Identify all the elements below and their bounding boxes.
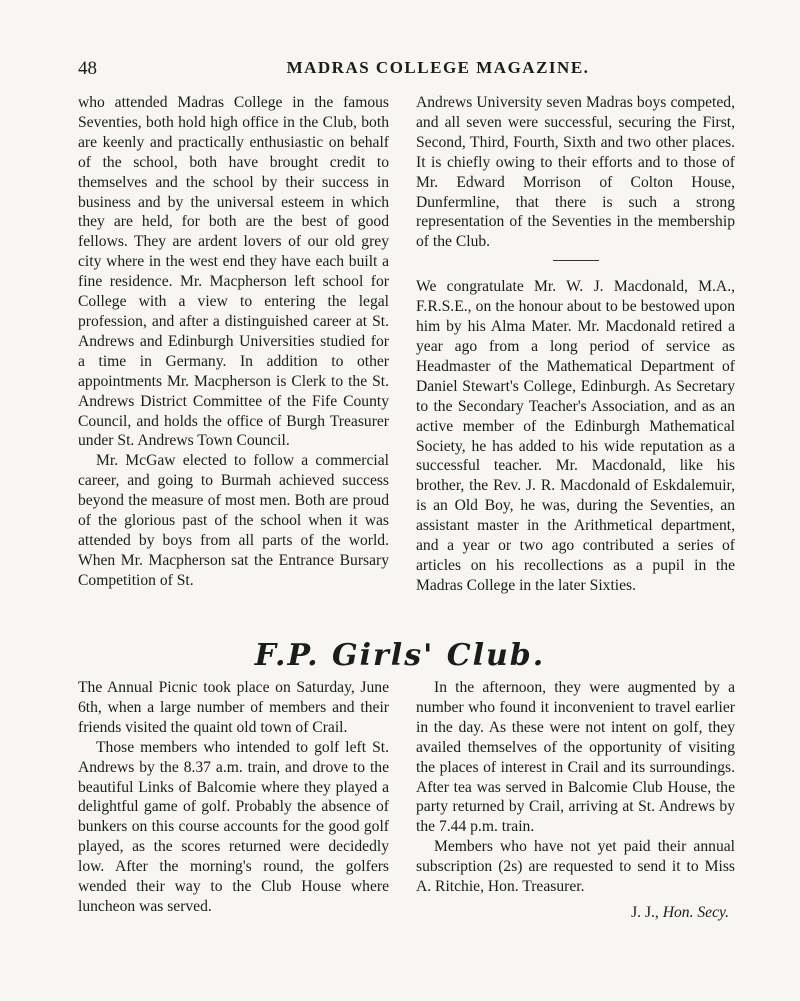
page-number: 48: [78, 58, 97, 79]
section-divider: [553, 260, 599, 261]
article-column-right: [416, 93, 735, 596]
club-paragraph: The Annual Picnic took place on Saturday, June 6th, when a large number of members and their friends visited the quaint old town of Crail.: [78, 679, 389, 736]
club-column-left: [78, 678, 389, 917]
club-paragraph: In the afternoon, they were augmented by a number who found it inconvenient to travel earlier in the day. As these were not intent on golf, they availed themselves of the opportunity of visiting the places of interest in Crail and its surroundings. After tea was served in Balcomie Club House, the party returned by Crail, arriving at St. Andrews by the 7.44 p.m. train.: [416, 679, 735, 836]
club-paragraph: Those members who intended to golf left St. Andrews by the 8.37 a.m. train, and drove to the beautiful Links of Balcomie where they played a delightful game of golf. Probably the absence of bunkers on this course accounts for the good golf played, as the scores returned were decidedly low. After the morning's round, the golfers wended their way to the Club House where luncheon was served.: [78, 738, 389, 915]
signature-name: J. J.,: [631, 903, 659, 921]
signature: [416, 903, 735, 923]
club-column-right: [416, 678, 735, 923]
article-paragraph: We congratulate Mr. W. J. Macdonald, M.A., F.R.S.E., on the honour about to be bestowed upon him by his Alma Mater. Mr. Macdonald retired a year ago from a long period of service as Headmaster of the Mathematical Department of Daniel Stewart's College, Edinburgh. As Secretary to the Secondary Teacher's Association, and as an active member of the Edinburgh Mathematical Society, he has added to his wide reputation as a successful teacher. Mr. Macdonald, like his brother, the Rev. J. R. Macdonald of Eskdalemuir, is an Old Boy, he was, during the Seventies, an assistant master in the Arithmetical department, and a year or two ago contributed a series of articles on his recollections as a pupil in the Madras College in the later Sixties.: [416, 278, 735, 594]
article-paragraph: who attended Madras College in the famous Seventies, both hold high office in the Club, both are keenly and practically enthusiastic on behalf of the school, both have brought credit to themselves and the school by their success in business and by the universal esteem in which they are held, for both are the best of good fellows. They are ardent lovers of our old grey city where in the west end they have each built a fine residence. Mr. Macpherson left school for College with a view to entering the legal profession, and after a distinguished career at St. Andrews and Edinburgh Universities studied for a time in Germany. In addition to other appointments Mr. Macpherson is Clerk to the St. Andrews District Committee of the Fife County Council, and holds the office of Burgh Treasurer under St. Andrews Town Council.: [78, 94, 389, 450]
running-title: MADRAS COLLEGE MAGAZINE.: [286, 58, 590, 77]
club-paragraph: Members who have not yet paid their annual subscription (2s) are requested to send it to Miss A. Ritchie, Hon. Treasurer.: [416, 838, 735, 896]
article-paragraph: Andrews University seven Madras boys competed, and all seven were successful, securing the First, Second, Third, Fourth, Sixth and two other places. It is chiefly owing to their efforts and to those of Mr. Edward Morrison of Colton House, Dunfermline, that there is such a strong representation of the Seventies in the membership of the Club.: [416, 94, 735, 251]
page-header: [78, 56, 738, 86]
section-heading: F.P. Girls' Club.: [254, 638, 546, 673]
article-column-left: [78, 93, 389, 591]
article-paragraph: Mr. McGaw elected to follow a commercial career, and going to Burmah achieved success beyond the measure of most men. Both are proud of the glorious past of the school when it was attended by boys from all parts of the world. When Mr. Macpherson sat the Entrance Bursary Competition of St.: [78, 452, 389, 589]
signature-role: Hon. Secy.: [662, 903, 729, 921]
